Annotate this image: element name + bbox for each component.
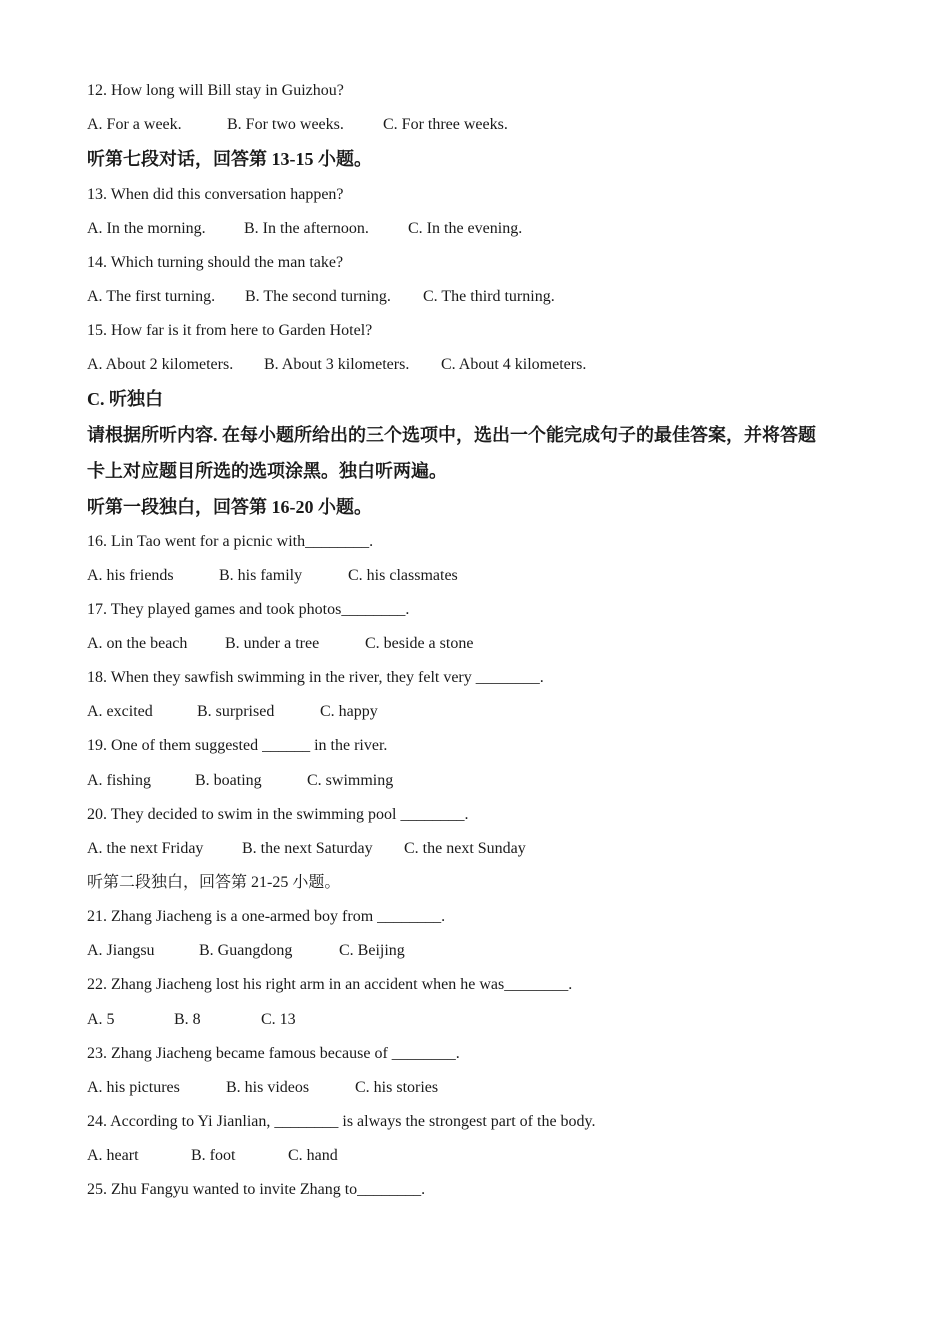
question-text: 20. They decided to swim in the swimming pool ________.: [87, 806, 469, 823]
answer-option: A. on the beach: [87, 635, 188, 652]
answer-option: C. hand: [288, 1147, 338, 1164]
answer-option: B. The second turning.: [245, 288, 391, 305]
section-heading: 卡上对应题目所选的选项涂黑。独白听两遍。: [87, 461, 447, 481]
question-text: 18. When they sawfish swimming in the river, they felt very ________.: [87, 669, 544, 686]
answer-option: A. fishing: [87, 772, 151, 789]
question-text: 14. Which turning should the man take?: [87, 254, 344, 271]
answer-option: B. 8: [174, 1011, 201, 1028]
answer-option: C. swimming: [307, 772, 394, 789]
answer-option: A. Jiangsu: [87, 942, 155, 959]
answer-option: C. happy: [320, 703, 378, 720]
answer-option: A. heart: [87, 1147, 139, 1164]
answer-option: C. beside a stone: [365, 635, 474, 652]
answer-option: A. the next Friday: [87, 840, 204, 857]
section-heading: 听第七段对话，回答第 13-15 小题。: [87, 149, 372, 169]
answer-option: B. In the afternoon.: [244, 220, 369, 237]
answer-option: A. About 2 kilometers.: [87, 356, 234, 373]
answer-option: C. his classmates: [348, 567, 458, 584]
answer-option: B. surprised: [197, 703, 275, 720]
answer-option: B. boating: [195, 772, 262, 789]
question-text: 16. Lin Tao went for a picnic with________.: [87, 533, 374, 550]
answer-option: A. his pictures: [87, 1079, 180, 1096]
question-text: 24. According to Yi Jianlian, ________ is always the strongest part of the body.: [87, 1113, 596, 1130]
answer-option: A. excited: [87, 703, 153, 720]
question-text: 22. Zhang Jiacheng lost his right arm in an accident when he was________.: [87, 976, 573, 993]
question-text: 13. When did this conversation happen?: [87, 186, 344, 203]
question-text: 12. How long will Bill stay in Guizhou?: [87, 82, 344, 99]
answer-option: B. his family: [219, 567, 303, 584]
answer-option: C. Beijing: [339, 942, 405, 959]
answer-option: C. In the evening.: [408, 220, 523, 237]
answer-option: A. 5: [87, 1011, 115, 1028]
answer-option: C. 13: [261, 1011, 296, 1028]
answer-option: A. his friends: [87, 567, 174, 584]
answer-option: C. his stories: [355, 1079, 439, 1096]
answer-option: B. For two weeks.: [227, 116, 344, 133]
section-heading: 听第一段独白，回答第 16-20 小题。: [87, 497, 372, 517]
answer-option: A. In the morning.: [87, 220, 206, 237]
section-instruction: 听第二段独白，回答第 21-25 小题。: [87, 874, 341, 891]
answer-option: B. About 3 kilometers.: [264, 356, 410, 373]
answer-option: C. The third turning.: [423, 288, 555, 305]
answer-option: A. The first turning.: [87, 288, 216, 305]
answer-option: B. the next Saturday: [242, 840, 373, 857]
answer-option: C. For three weeks.: [383, 116, 508, 133]
section-heading: C. 听独白: [87, 389, 163, 409]
answer-option: B. under a tree: [225, 635, 320, 652]
answer-option: B. his videos: [226, 1079, 310, 1096]
question-text: 23. Zhang Jiacheng became famous because of ________.: [87, 1045, 460, 1062]
section-heading: 请根据所听内容. 在每小题所给出的三个选项中，选出一个能完成句子的最佳答案，并将答题: [87, 425, 816, 445]
question-text: 17. They played games and took photos________.: [87, 601, 410, 618]
question-text: 25. Zhu Fangyu wanted to invite Zhang to________.: [87, 1181, 426, 1198]
answer-option: B. foot: [191, 1147, 236, 1164]
answer-option: A. For a week.: [87, 116, 182, 133]
answer-option: C. About 4 kilometers.: [441, 356, 587, 373]
answer-option: B. Guangdong: [199, 942, 293, 959]
answer-option: C. the next Sunday: [404, 840, 526, 857]
question-text: 21. Zhang Jiacheng is a one-armed boy from ________.: [87, 908, 446, 925]
question-text: 19. One of them suggested ______ in the river.: [87, 737, 388, 754]
question-text: 15. How far is it from here to Garden Hotel?: [87, 322, 373, 339]
